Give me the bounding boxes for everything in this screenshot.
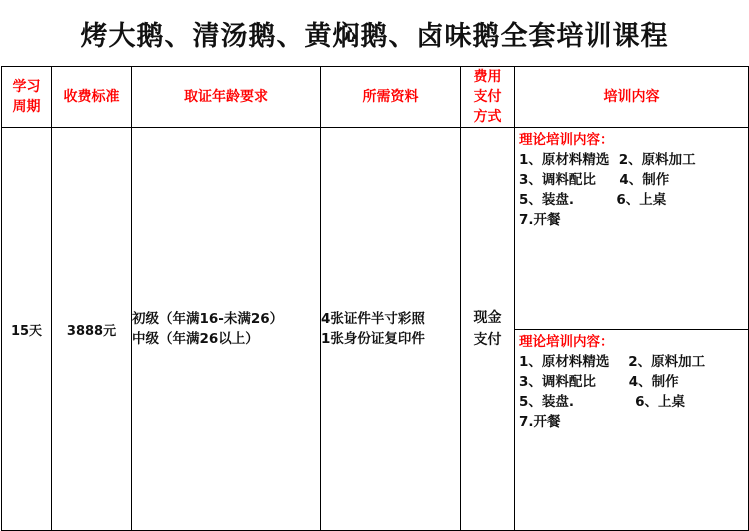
list-item: 5、装盘. 6、上桌: [519, 394, 686, 410]
age-requirement-cell: [132, 128, 321, 531]
header-training-content: 培训内容: [515, 67, 749, 128]
content-block: [515, 128, 748, 329]
study-period-cell: 15天: [2, 128, 52, 531]
header-age-requirement: 取证年龄要求: [132, 67, 321, 128]
header-payment-method: 费用 支付 方式: [461, 67, 515, 128]
list-item: 7.开餐: [519, 414, 561, 430]
document-photo: 4张证件半寸彩照: [321, 311, 425, 327]
header-study-period: 学习 周期: [2, 67, 52, 128]
content-block: [515, 329, 748, 530]
content-heading: 理论培训内容：: [519, 334, 614, 350]
payment-method-cell: 现金 支付: [461, 128, 515, 531]
table-header-row: [2, 67, 749, 128]
required-documents-cell: [321, 128, 461, 531]
content-heading: 理论培训内容：: [519, 132, 614, 148]
list-item: 3、调料配比 4、制作: [519, 172, 670, 188]
age-level-intermediate: 中级（年满26以上）: [132, 331, 259, 347]
training-content-cell: [515, 128, 749, 531]
document-id-copy: 1张身份证复印件: [321, 331, 425, 347]
list-item: 1、原材料精选 2、原料加工: [519, 354, 706, 370]
course-table: [1, 66, 749, 531]
list-item: 3、调料配比 4、制作: [519, 374, 679, 390]
list-item: 7.开餐: [519, 212, 561, 228]
age-level-junior: 初级（年满16-未满26）: [132, 311, 284, 327]
table-row: [2, 128, 749, 531]
header-required-documents: 所需资料: [321, 67, 461, 128]
page-title: 烤大鹅、清汤鹅、黄焖鹅、卤味鹅全套培训课程: [80, 20, 669, 52]
list-item: 1、原材料精选 2、原料加工: [519, 152, 696, 168]
fee-cell: 3888元: [52, 128, 132, 531]
header-fee-standard: 收费标准: [52, 67, 132, 128]
list-item: 5、装盘. 6、上桌: [519, 192, 667, 208]
